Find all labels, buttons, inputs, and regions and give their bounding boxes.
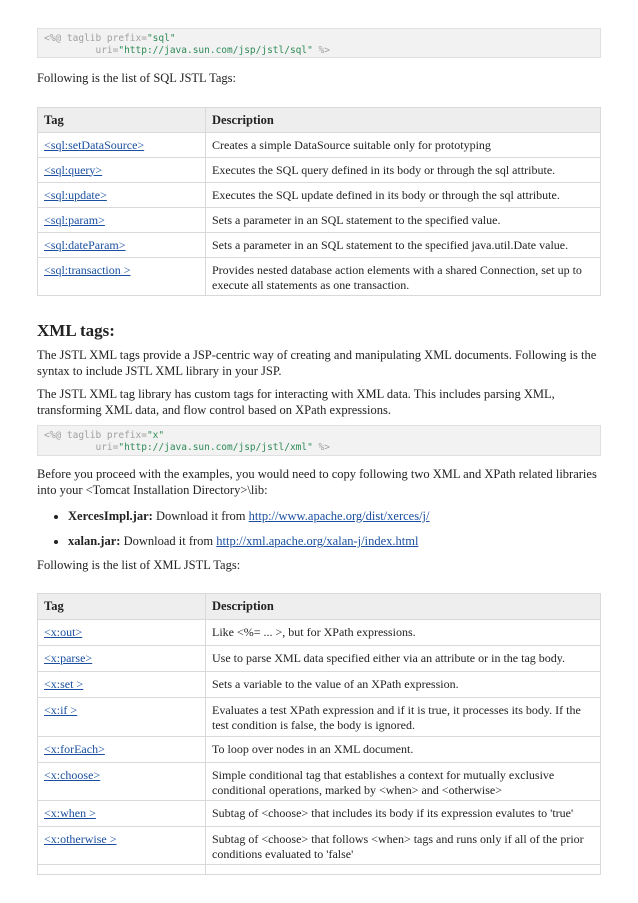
sql-tag-description: Creates a simple DataSource suitable only for prototyping — [206, 133, 601, 158]
list-item — [68, 533, 628, 549]
sql-tag-description: Executes the SQL query defined in its body or through the sql attribute. — [206, 158, 601, 183]
xml-tag-description: Subtag of <choose> that follows <when> tags and runs only if all of the prior conditions evaluated to 'false' — [206, 827, 601, 865]
xml-tag-link[interactable]: <x:otherwise > — [44, 832, 117, 846]
code-directive: <%@ taglib prefix= — [44, 430, 147, 441]
sql-tag-link[interactable]: <sql:dateParam> — [44, 237, 126, 252]
xml-tag-description: Sets a variable to the value of an XPath expression. — [206, 672, 601, 698]
code-close: %> — [312, 442, 330, 453]
xml-tag-link[interactable]: <x:when > — [44, 806, 96, 820]
xml-library-paragraph: The JSTL XML tag library has custom tags for interacting with XML data. This includes parsing XML, transforming XML data, and flow control based on XPath expressions. — [37, 387, 555, 417]
table-header-description: Description — [206, 594, 601, 620]
code-close: %> — [312, 45, 330, 56]
xml-tag-description: Subtag of <choose> that includes its body if its expression evalutes to 'true' — [206, 801, 601, 827]
table-header-tag: Tag — [38, 108, 206, 133]
xml-taglib-code-block — [37, 425, 601, 456]
xml-tag-description: Evaluates a test XPath expression and if it is true, it processes its body. If the test condition is false, the body is ignored. — [206, 698, 601, 737]
table-row-partial — [38, 865, 206, 875]
list-item — [68, 508, 628, 524]
sql-intro-text: Following is the list of SQL JSTL Tags: — [37, 71, 237, 85]
xml-tag-description: To loop over nodes in an XML document. — [206, 737, 601, 763]
xml-tag-link[interactable]: <x:choose> — [44, 768, 101, 782]
code-attr: uri= — [44, 45, 119, 56]
sql-tag-link[interactable]: <sql:transaction > — [44, 263, 131, 277]
code-string: "x" — [146, 430, 165, 441]
sql-tag-link[interactable]: <sql:setDataSource> — [44, 137, 145, 152]
code-string: "http://java.sun.com/jsp/jstl/sql" — [118, 45, 313, 56]
xml-tag-description: Use to parse XML data specified either via an attribute or in the tag body. — [206, 646, 601, 672]
xml-tags-table — [37, 593, 601, 875]
table-header-description: Description — [206, 108, 601, 133]
sql-tags-table — [37, 107, 601, 296]
library-text: Download it from — [120, 534, 217, 548]
sql-tag-description: Provides nested database action elements with a shared Connection, set up to execute all statements as one transaction. — [206, 258, 601, 296]
sql-taglib-code-block — [37, 28, 601, 58]
xml-tag-link[interactable]: <x:out> — [44, 625, 83, 639]
code-attr: uri= — [44, 442, 119, 453]
library-text: Download it from — [152, 509, 249, 523]
xml-tags-heading: XML tags: — [37, 321, 115, 340]
library-list — [37, 508, 628, 549]
xml-tag-link[interactable]: <x:parse> — [44, 651, 93, 665]
xml-tag-link[interactable]: <x:forEach> — [44, 742, 105, 756]
sql-tag-link[interactable]: <sql:update> — [44, 187, 107, 202]
sql-tag-link[interactable]: <sql:query> — [44, 162, 103, 177]
code-directive: <%@ taglib prefix= — [44, 33, 147, 44]
libraries-paragraph: Before you proceed with the examples, you would need to copy following two XML and XPath related libraries into your <Tomcat Installation Directory>\lib: — [37, 467, 597, 497]
xml-tag-description: Simple conditional tag that establishes a context for mutually exclusive conditional operations, marked by <when> and <otherwise> — [206, 763, 601, 801]
sql-tag-description: Sets a parameter in an SQL statement to the specified java.util.Date value. — [206, 233, 601, 258]
sql-tag-description: Executes the SQL update defined in its body or through the sql attribute. — [206, 183, 601, 208]
xml-tag-description: Like <%= ... >, but for XPath expressions. — [206, 620, 601, 646]
xml-intro-paragraph: The JSTL XML tags provide a JSP-centric way of creating and manipulating XML documents. Following is the syntax to include JSTL XML library in your JSP. — [37, 348, 597, 378]
xml-list-intro-text: Following is the list of XML JSTL Tags: — [37, 558, 241, 572]
xml-tag-link[interactable]: <x:if > — [44, 703, 78, 717]
table-row-partial — [206, 865, 601, 875]
library-name: XercesImpl.jar: — [68, 509, 153, 523]
code-string: "http://java.sun.com/jsp/jstl/xml" — [118, 442, 313, 453]
sql-tag-description: Sets a parameter in an SQL statement to the specified value. — [206, 208, 601, 233]
library-name: xalan.jar: — [68, 534, 121, 548]
table-header-tag: Tag — [38, 594, 206, 620]
code-string: "sql" — [146, 33, 176, 44]
sql-tag-link[interactable]: <sql:param> — [44, 212, 105, 227]
xerces-download-link[interactable]: http://www.apache.org/dist/xerces/j/ — [248, 509, 430, 523]
xalan-download-link[interactable]: http://xml.apache.org/xalan-j/index.html — [216, 534, 419, 548]
xml-tag-link[interactable]: <x:set > — [44, 677, 84, 691]
